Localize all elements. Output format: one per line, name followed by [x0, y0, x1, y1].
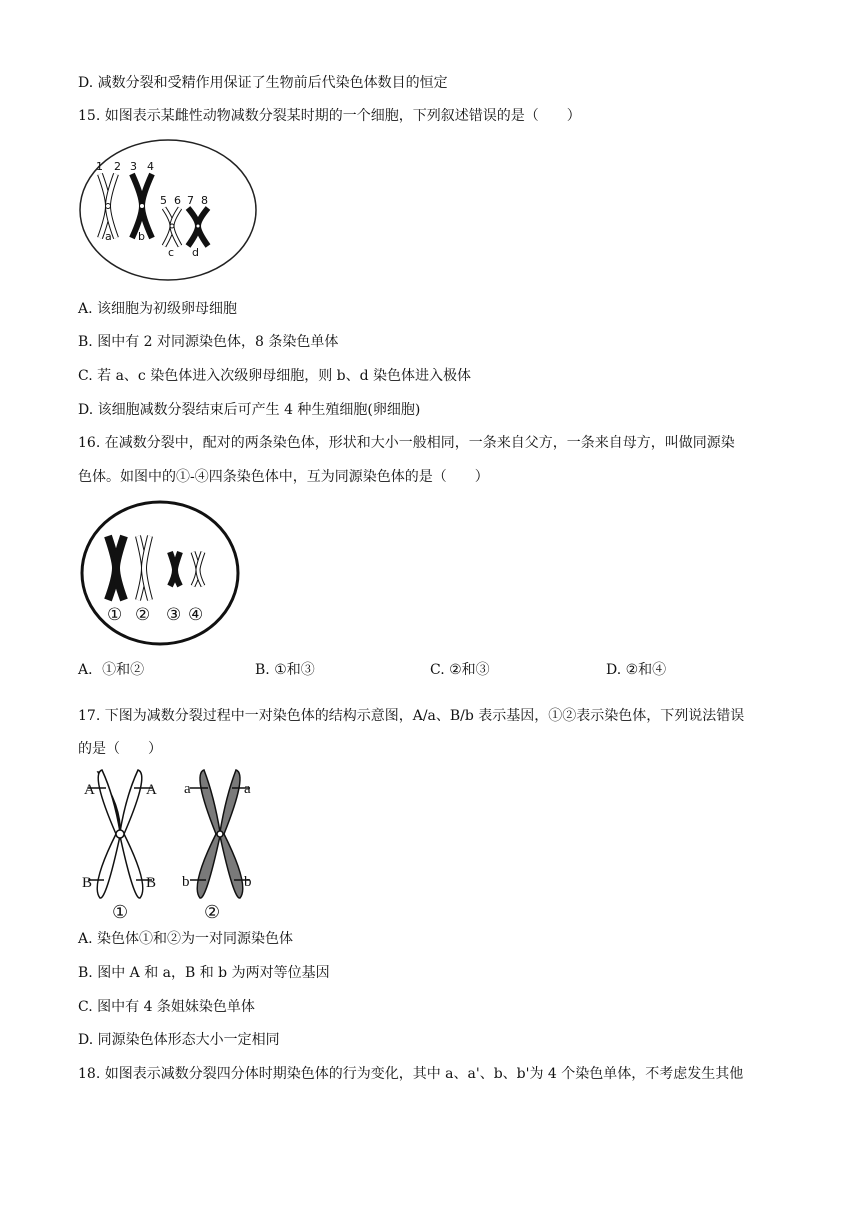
fig15-number: 8 — [201, 194, 208, 207]
q15-cell-figure — [78, 138, 258, 284]
q14-option-d: D. 减数分裂和受精作用保证了生物前后代染色体数目的恒定 — [78, 75, 448, 91]
chromosome-b — [132, 174, 152, 238]
chromosome-1 — [88, 770, 152, 898]
chromosome-label-2: ② — [204, 902, 221, 922]
gene-label-A: A — [146, 782, 157, 798]
gene-label-b: b — [182, 874, 190, 890]
chromosome-4 — [193, 552, 203, 586]
gene-label-A: A — [84, 782, 95, 798]
fig15-number: 5 — [160, 194, 167, 207]
q16-stem-line1: 16. 在减数分裂中，配对的两条染色体，形状和大小一般相同，一条来自父方，一条来自母方，叫做同源染 — [78, 435, 735, 451]
q18-stem-line1: 18. 如图表示减数分裂四分体时期染色体的行为变化，其中 a、a'、b、b'为 4 个染色单体，不考虑发生其他 — [78, 1066, 744, 1082]
q17-option-c: C. 图中有 4 条姐妹染色单体 — [78, 999, 255, 1015]
fig15-letter: b — [138, 230, 145, 243]
gene-label-B: B — [82, 875, 93, 891]
fig15-number: 7 — [187, 194, 194, 207]
fig15-number: 4 — [147, 160, 154, 173]
q16-option-b: B. ①和③ — [255, 662, 315, 678]
chromosome-1 — [108, 536, 124, 600]
chromosome-label-1: ① — [112, 902, 129, 922]
fig15-number: 3 — [130, 160, 137, 173]
gene-label-a: a — [244, 781, 251, 797]
q15-option-d: D. 该细胞减数分裂结束后可产生 4 种生殖细胞(卵细胞) — [78, 402, 421, 418]
fig15-letter: a — [105, 230, 112, 243]
gene-label-B: B — [146, 875, 157, 891]
q15-option-c: C. 若 a、c 染色体进入次级卵母细胞，则 b、d 染色体进入极体 — [78, 368, 472, 384]
fig15-number: 2 — [114, 160, 121, 173]
fig15-letter: c — [168, 246, 175, 259]
q16-chromosome-figure — [80, 500, 240, 648]
q17-stem-line2: 的是（ ） — [78, 741, 162, 757]
fig15-number: 6 — [174, 194, 181, 207]
chromosome-2 — [138, 536, 150, 600]
q15-option-b: B. 图中有 2 对同源染色体，8 条染色单体 — [78, 334, 339, 350]
fig15-number: 1 — [96, 160, 103, 173]
q15-stem: 15. 如图表示某雌性动物减数分裂某时期的一个细胞，下列叙述错误的是（ ） — [78, 108, 581, 124]
fig16-label: ② — [135, 605, 151, 624]
q17-chromosome-figure — [78, 766, 268, 922]
chromosome-3 — [170, 552, 180, 586]
chromosome-d — [188, 208, 208, 246]
q16-option-c: C. ②和③ — [430, 662, 490, 678]
q16-stem-line2: 色体。如图中的①-④四条染色体中，互为同源染色体的是（ ） — [78, 469, 489, 485]
gene-label-b: b — [244, 874, 252, 890]
chromosome-2 — [190, 770, 250, 898]
q17-stem-line1: 17. 下图为减数分裂过程中一对染色体的结构示意图，A/a、B/b 表示基因，①②表示染色体，下列说法错误 — [78, 708, 745, 724]
q17-option-a: A. 染色体①和②为一对同源染色体 — [78, 931, 294, 947]
q17-option-d: D. 同源染色体形态大小一定相同 — [78, 1032, 280, 1048]
fig16-label: ④ — [188, 605, 204, 624]
q16-option-a: A．①和② — [78, 662, 145, 678]
fig16-label: ① — [107, 605, 123, 624]
q16-option-d: D. ②和④ — [606, 662, 667, 678]
chromosome-c — [164, 208, 180, 246]
fig16-label: ③ — [166, 605, 182, 624]
fig15-letter: d — [192, 246, 199, 259]
chromosome-a — [100, 174, 116, 238]
q17-option-b: B. 图中 A 和 a，B 和 b 为两对等位基因 — [78, 965, 330, 981]
gene-label-a: a — [184, 781, 191, 797]
q15-option-a: A. 该细胞为初级卵母细胞 — [78, 301, 238, 317]
